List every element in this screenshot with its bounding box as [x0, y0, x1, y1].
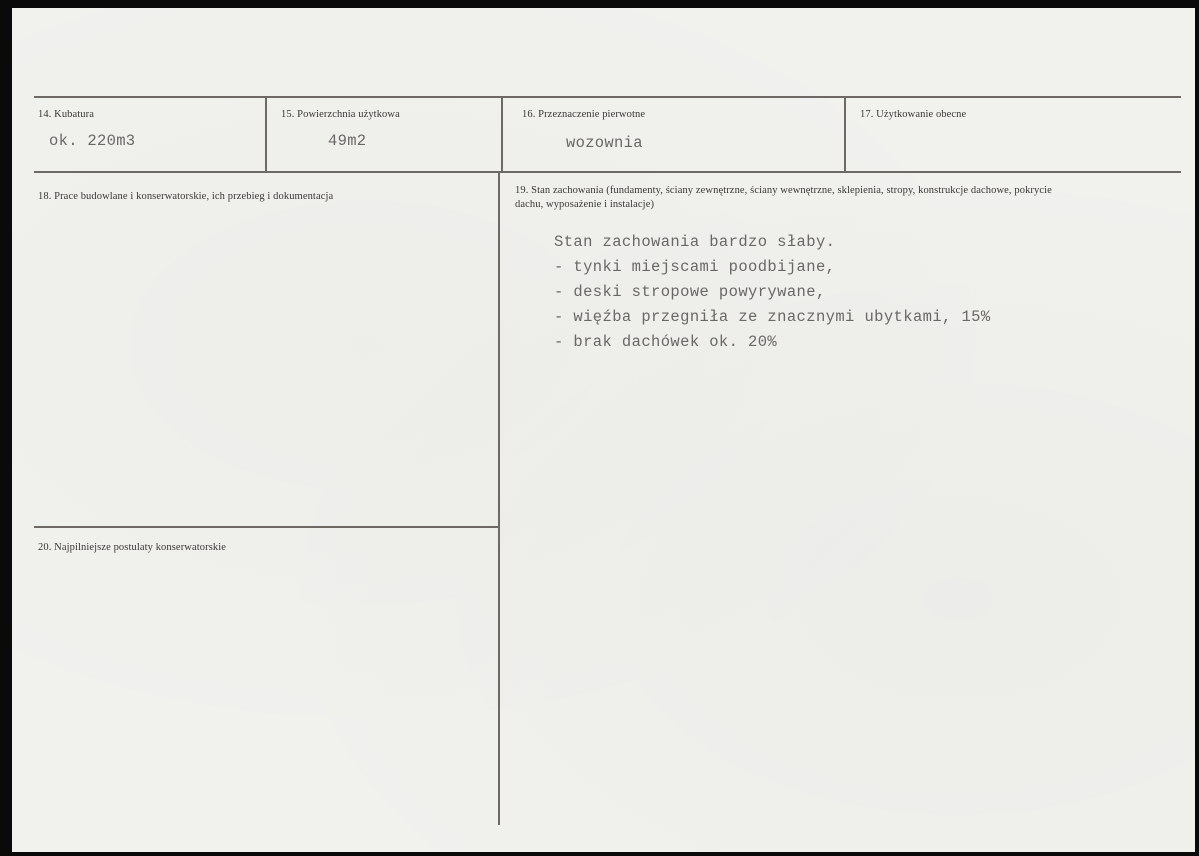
field-18-label: 18. Prace budowlane i konserwatorskie, ich przebieg i dokumentacja: [38, 191, 334, 202]
record-card: [12, 8, 1195, 852]
condition-notes: [554, 230, 991, 355]
column-divider-16-17: [844, 98, 846, 171]
condition-line: - brak dachówek ok. 20%: [554, 333, 778, 351]
condition-line: - deski stropowe powyrywane,: [554, 283, 826, 301]
field-14-value: ok. 220m3: [49, 132, 136, 150]
field-16-label: 16. Przeznaczenie pierwotne: [522, 109, 646, 120]
field-15-label: 15. Powierzchnia użytkowa: [281, 109, 400, 120]
row-divider: [34, 171, 1181, 173]
column-divider-14-15: [265, 98, 267, 171]
main-column-divider: [498, 173, 500, 825]
section-20-divider: [34, 526, 499, 528]
condition-line: - tynki miejscami poodbijane,: [554, 258, 836, 276]
field-20-label: 20. Najpilniejsze postulaty konserwatorskie: [38, 542, 227, 553]
condition-line: - więźba przegniła ze znacznymi ubytkami, 15%: [554, 308, 991, 326]
field-17-label: 17. Użytkowanie obecne: [860, 109, 967, 120]
top-rule: [34, 96, 1181, 98]
field-15-value: 49m2: [328, 132, 367, 150]
condition-line: Stan zachowania bardzo słaby.: [554, 233, 836, 251]
column-divider-15-16: [501, 98, 503, 171]
field-14-label: 14. Kubatura: [38, 109, 95, 120]
field-16-value: wozownia: [566, 134, 643, 152]
field-19-label: 19. Stan zachowania (fundamenty, ściany zewnętrzne, ściany wewnętrzne, sklepienia, stropy, konstrukcje dachowe, pokrycie dachu, wyposażenie i instalacje): [515, 185, 1052, 210]
